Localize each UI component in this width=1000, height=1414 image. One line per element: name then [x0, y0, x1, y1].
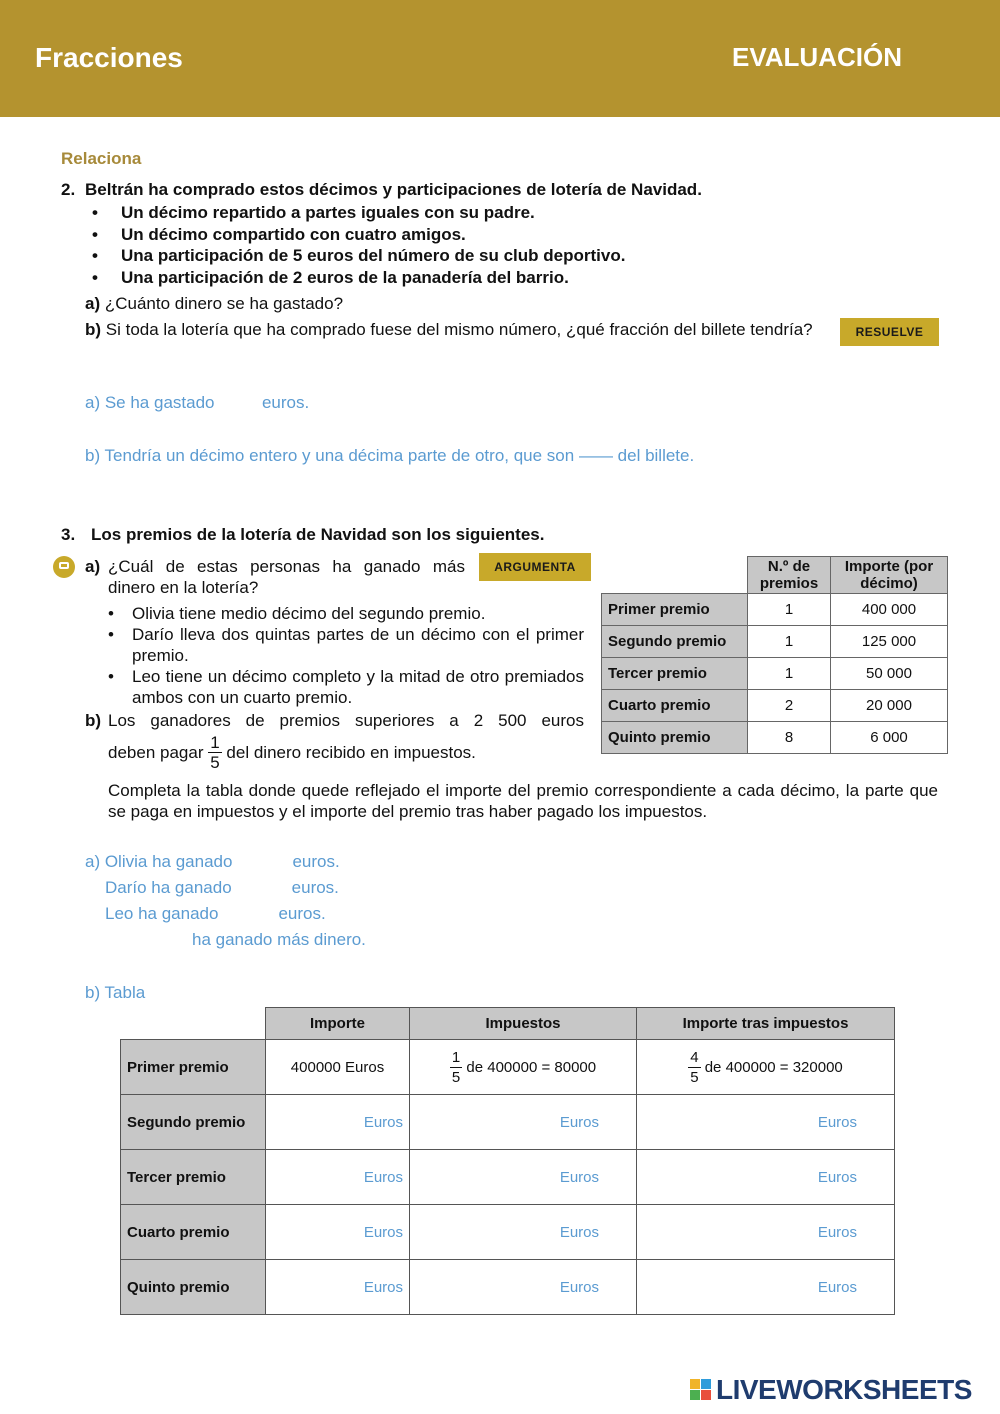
- answer-cell[interactable]: Euros: [410, 1150, 637, 1205]
- answer-olivia: a) Olivia ha ganado euros.: [85, 852, 340, 871]
- q3-b-text1: Los ganadores de premios superiores a 2 500 euros: [108, 711, 584, 730]
- column-header: N.º de premios: [748, 557, 831, 594]
- resuelve-tag: RESUELVE: [840, 318, 939, 346]
- fraction: $\frac{1}{5}$: [210, 733, 220, 772]
- q3-b-text3: Completa la tabla donde quede reflejado el importe del premio correspondiente a cada décimo, la parte que se paga en impuestos y el importe del premio tras haber pagado los impuestos.: [108, 781, 938, 821]
- answer-cell[interactable]: Euros: [410, 1095, 637, 1150]
- speech-bubble-icon: [53, 556, 75, 578]
- list-item: • Una participación de 5 euros del número de su club deportivo.: [92, 245, 625, 267]
- q2-answer-b: b) Tendría un décimo entero y una décima parte de otro, que son —— del billete.: [85, 446, 695, 465]
- column-header: Importe (por décimo): [831, 557, 948, 594]
- column-header: Importe tras impuestos: [637, 1008, 895, 1040]
- table-row: Segundo premio 1 125 000: [602, 626, 948, 658]
- page-header: [0, 0, 1000, 117]
- argumenta-tag: ARGUMENTA: [479, 553, 591, 581]
- fraction: $\frac{4}{5}$: [690, 1048, 699, 1086]
- answer-cell[interactable]: Euros: [637, 1260, 895, 1315]
- fraction: $\frac{1}{5}$: [451, 1048, 461, 1086]
- q3-b-text2: deben pagar $\frac{1}{5}$ del dinero recibido en impuestos.: [108, 733, 476, 772]
- table-row: Primer premio 1 400 000: [602, 594, 948, 626]
- table-row: Cuarto premio 2 20 000: [602, 690, 948, 722]
- list-item: • Darío lleva dos quintas partes de un décimo con el primer premio.: [108, 625, 584, 665]
- list-item: • Leo tiene un décimo completo y la mitad de otro premiados ambos con un cuarto premio.: [108, 667, 584, 707]
- q3-number: 3.: [61, 525, 76, 544]
- q3-bullet-list: [108, 603, 584, 708]
- q3-title: Los premios de la lotería de Navidad son los siguientes.: [91, 525, 545, 544]
- answer-cell[interactable]: Euros: [266, 1150, 410, 1205]
- answer-cell[interactable]: Euros: [266, 1205, 410, 1260]
- prize-table: [601, 556, 948, 754]
- table-row: Quinto premio 8 6 000: [602, 722, 948, 754]
- answer-leo: Leo ha ganado euros.: [105, 904, 326, 923]
- q2-number: 2.: [61, 180, 76, 199]
- q3-b-label: b): [85, 711, 102, 730]
- table-row: Tercer premio 1 50 000: [602, 658, 948, 690]
- list-item: • Una participación de 2 euros de la panadería del barrio.: [92, 267, 625, 289]
- q2-title: Beltrán ha comprado estos décimos y participaciones de lotería de Navidad.: [85, 180, 702, 199]
- section-title: EVALUACIÓN: [732, 42, 902, 72]
- list-item: • Un décimo compartido con cuatro amigos.: [92, 224, 625, 246]
- result-table: [120, 1007, 895, 1315]
- liveworksheets-logo: LIVEWORKSHEETS: [690, 1374, 972, 1406]
- answer-cell[interactable]: Euros: [637, 1205, 895, 1260]
- list-item: • Un décimo repartido a partes iguales con su padre.: [92, 202, 625, 224]
- answer-winner: ha ganado más dinero.: [192, 930, 366, 949]
- table-row: Primer premio 400000 Euros $\frac{1}{5}$ de 400000 = 80000 $\frac{4}{5}$ de 400000 = 320000: [121, 1040, 895, 1095]
- table-row: Segundo premio Euros Euros Euros: [121, 1095, 895, 1150]
- answer-cell[interactable]: Euros: [410, 1205, 637, 1260]
- answer-cell[interactable]: Euros: [266, 1095, 410, 1150]
- answer-cell[interactable]: Euros: [266, 1260, 410, 1315]
- answer-cell[interactable]: Euros: [637, 1095, 895, 1150]
- list-item: • Olivia tiene medio décimo del segundo premio.: [108, 604, 486, 623]
- column-header: Impuestos: [410, 1008, 637, 1040]
- q2-bullet-list: [92, 202, 625, 288]
- column-header: Importe: [266, 1008, 410, 1040]
- table-row: Tercer premio Euros Euros Euros: [121, 1150, 895, 1205]
- logo-icon: [690, 1379, 712, 1401]
- table-answer-label: b) Tabla: [85, 983, 146, 1002]
- answer-cell[interactable]: Euros: [637, 1150, 895, 1205]
- q2-answer-a: a) Se ha gastado euros.: [85, 393, 310, 412]
- answer-cell[interactable]: Euros: [410, 1260, 637, 1315]
- q2-part-b: b) Si toda la lotería que ha comprado fuese del mismo número, ¿qué fracción del billete tendría?: [85, 320, 813, 339]
- page-title: Fracciones: [35, 42, 183, 73]
- table-row: Cuarto premio Euros Euros Euros: [121, 1205, 895, 1260]
- q3-a-label: a): [85, 557, 101, 576]
- answer-dario: Darío ha ganado euros.: [105, 878, 339, 897]
- table-row: Quinto premio Euros Euros Euros: [121, 1260, 895, 1315]
- q3-a-text: ¿Cuál de estas personas ha ganado más dinero en la lotería?: [108, 557, 465, 597]
- q2-part-a: a) ¿Cuánto dinero se ha gastado?: [85, 294, 344, 313]
- section-label: Relaciona: [61, 149, 142, 168]
